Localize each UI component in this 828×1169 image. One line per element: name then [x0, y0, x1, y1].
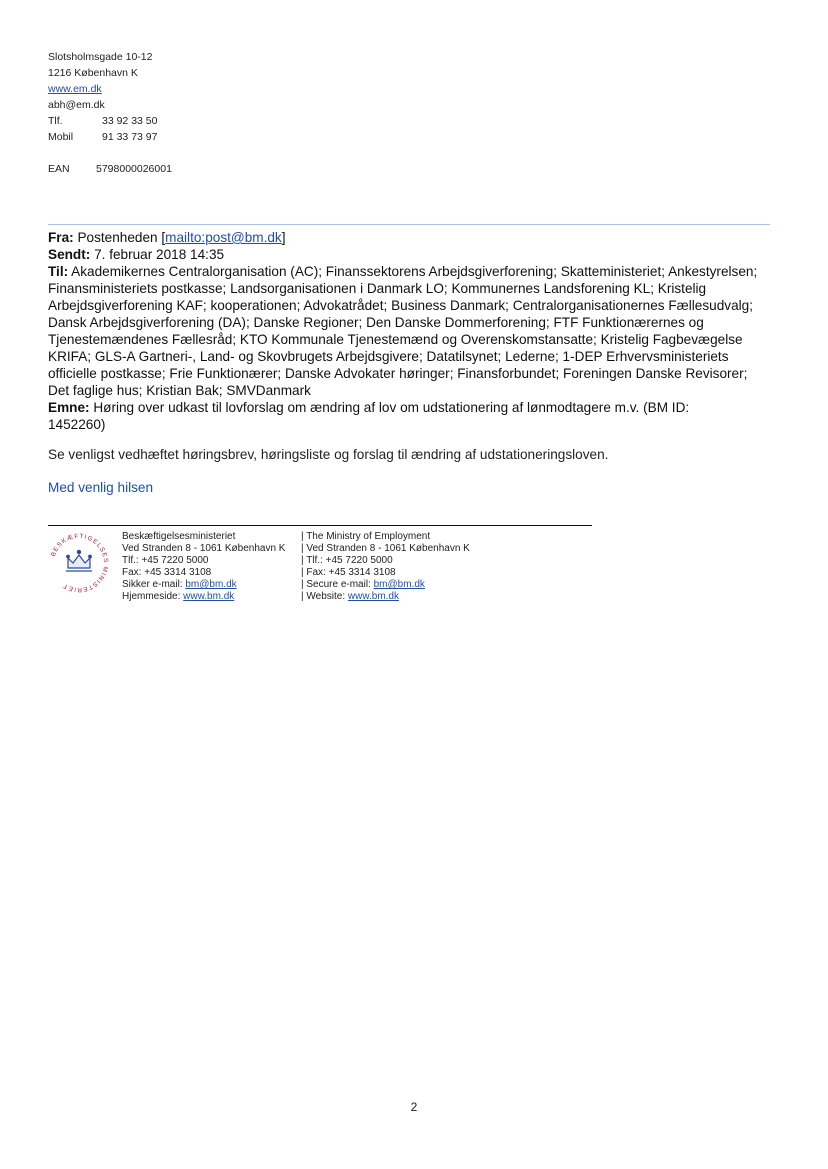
phone-row	[48, 113, 172, 129]
footer-address: Ved Stranden 8 - 1061 København K	[122, 543, 286, 554]
footer-secure-email-row	[122, 579, 285, 591]
footer-website-row	[122, 591, 285, 603]
mobile-label: Mobil	[48, 131, 74, 143]
to-line: Dansk Arbejdsgiverforening (DA); Danske Regioner; Den Danske Dommerforening; FTF Funktionærernes og	[48, 315, 704, 330]
footer-fax-en: | Fax: +45 3314 3108	[301, 567, 396, 578]
from-label: Fra:	[48, 230, 74, 245]
to-line: Det faglige hus; Kristian Bak; SMVDanmark	[48, 383, 311, 398]
to-label: Til:	[48, 264, 69, 279]
footer-phone: Tlf.: +45 7220 5000	[122, 555, 209, 566]
address-line-2: 1216 København K	[48, 67, 138, 79]
to-line: Akademikernes Centralorganisation (AC); Finanssektorens Arbejdsgiverforening; Skatteministeriet; Ankestyrelsen;	[71, 264, 758, 279]
ean-row	[48, 161, 172, 177]
mobile-value: 91 33 73 97	[102, 131, 158, 143]
logo-ring-text: BESKÆFTIGELSES MINISTERIET	[49, 532, 110, 594]
footer-danish-block	[122, 531, 285, 603]
from-row: Fra: Postenheden [mailto:post@bm.dk]	[48, 230, 286, 245]
page-number: 2	[410, 1100, 418, 1114]
to-line: Finansministeriets postkasse; Landsorganisationen i Danmark LO; Kommunernes Landsforening KL; Kristelig	[48, 281, 707, 296]
phone-value: 33 92 33 50	[102, 115, 158, 127]
phone-label: Tlf.	[48, 115, 63, 127]
ean-value: 5798000026001	[96, 163, 172, 175]
sent-value: 7. februar 2018 14:35	[94, 247, 225, 262]
email-address: abh@em.dk	[48, 99, 105, 111]
footer-website-link[interactable]: www.bm.dk	[183, 591, 235, 602]
to-line: KRIFA; GLS-A Gartneri-, Land- og Skovbrugets Arbejdsgivere; Datatilsynet; Lederne; 1-DEP Erhvervsministeriets	[48, 349, 729, 364]
subject-line: 1452260)	[48, 417, 106, 432]
footer-website-label: Hjemmeside:	[122, 591, 184, 602]
ean-label: EAN	[48, 163, 70, 175]
footer-english-block	[301, 531, 470, 603]
footer-website-label-en: | Website:	[301, 591, 348, 602]
footer-website-link-en[interactable]: www.bm.dk	[347, 591, 399, 602]
to-line: officielle postkasse; Frie Funktionærer; Danske Advokater høringer; Finansforbundet; Foreningen Danske Revisorer;	[48, 366, 748, 381]
body-text: Se venligst vedhæftet høringsbrev, høringsliste og forslag til ændring af udstationeringsloven.	[48, 447, 609, 462]
to-line: Arbejdsgiverforening KAF; kooperationen; Advokatrådet; Business Danmark; Centralorganisationernes Fællesudvalg;	[48, 298, 753, 313]
to-row	[48, 263, 778, 399]
subject-line: Høring over udkast til lovforslag om ændring af lov om udstationering af lønmodtagere m.v. (BM ID:	[93, 400, 690, 415]
from-mailto-link[interactable]: mailto:post@bm.dk	[165, 230, 282, 245]
footer-address-en: | Ved Stranden 8 - 1061 København K	[301, 543, 470, 554]
footer-separator	[48, 525, 592, 526]
footer-secure-email-label: Sikker e-mail:	[122, 579, 186, 590]
closing-text: Med venlig hilsen	[48, 480, 154, 495]
footer-secure-email-row-en	[301, 579, 470, 591]
footer-secure-email-label-en: | Secure e-mail:	[301, 579, 374, 590]
subject-label: Emne:	[48, 400, 90, 415]
footer-secure-email-link-en[interactable]: bm@bm.dk	[373, 579, 425, 590]
address-line-1: Slotsholmsgade 10-12	[48, 51, 153, 63]
website-link[interactable]: www.em.dk	[48, 83, 102, 95]
from-name: Postenheden	[77, 230, 158, 245]
subject-row	[48, 399, 778, 433]
header-separator	[48, 224, 770, 225]
footer-phone-en: | Tlf.: +45 7220 5000	[301, 555, 393, 566]
sender-signature	[48, 49, 172, 177]
sent-row	[48, 246, 778, 263]
footer-ministry-name: Beskæftigelsesministeriet	[122, 531, 236, 542]
sent-label: Sendt:	[48, 247, 91, 262]
footer-ministry-name-en: | The Ministry of Employment	[301, 531, 431, 542]
footer-fax: Fax: +45 3314 3108	[122, 567, 212, 578]
footer-secure-email-link[interactable]: bm@bm.dk	[185, 579, 237, 590]
footer-website-row-en	[301, 591, 470, 603]
crown-icon	[66, 550, 92, 571]
mobile-row	[48, 129, 172, 145]
to-line: Tjenestemændenes Fællesråd; KTO Kommunale Tjenestemænd og Overenskomstansatte; Kristelig Fagbevægelse	[48, 332, 743, 347]
ministry-crown-logo	[44, 528, 114, 598]
email-header	[48, 229, 778, 433]
